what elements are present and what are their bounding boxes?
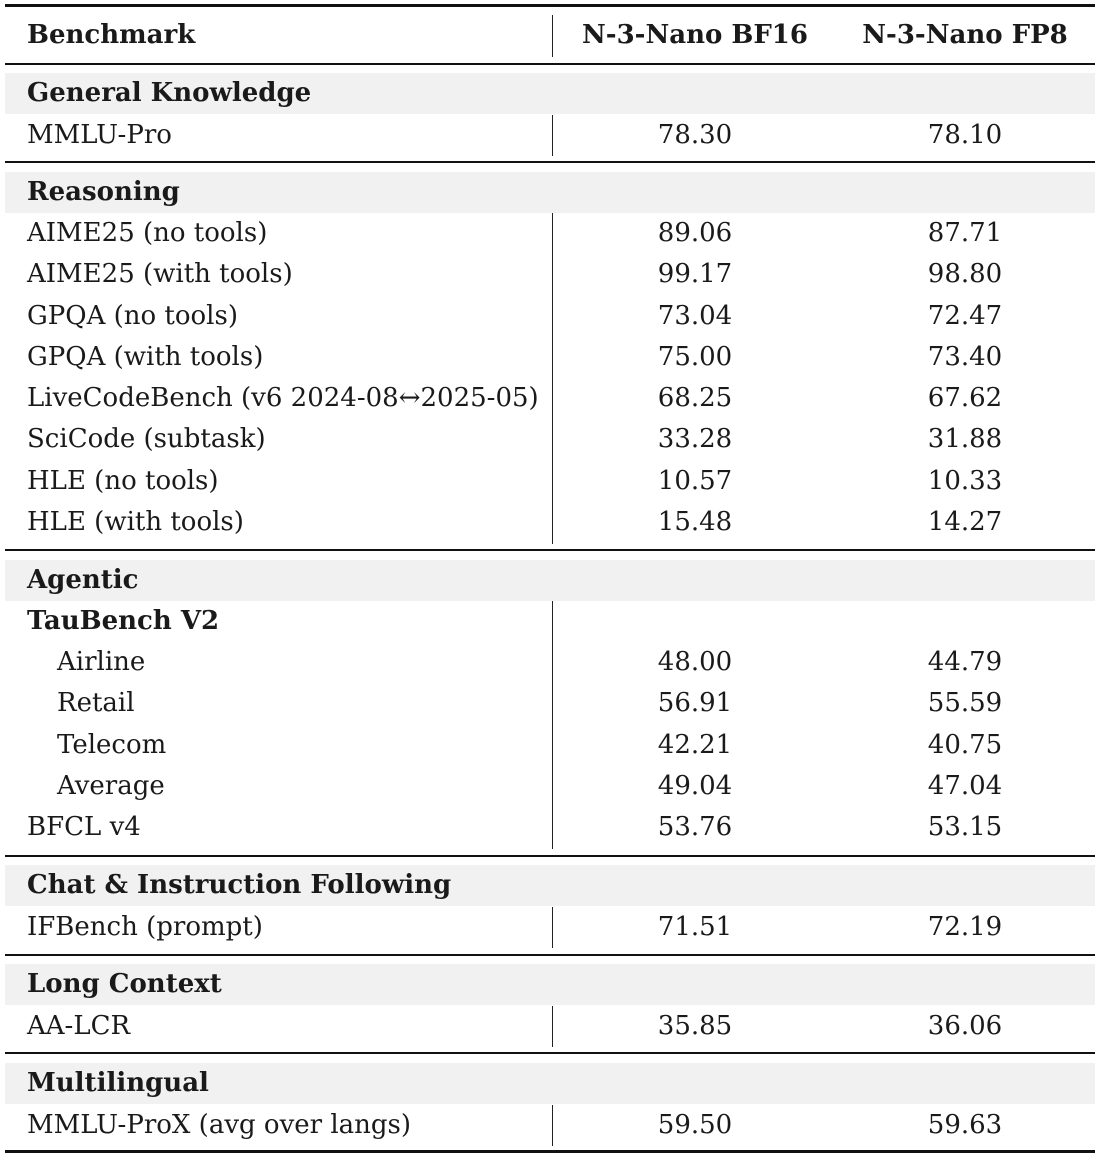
row-bf16: 49.04 [657, 771, 733, 801]
row-fp8: 40.75 [927, 730, 1003, 760]
row-fp8: 47.04 [927, 771, 1003, 801]
row-name: Average [57, 771, 165, 801]
row-fp8: 36.06 [927, 1011, 1003, 1041]
table-bottom-rule [5, 1150, 1095, 1153]
section-title-chat: Chat & Instruction Following [27, 870, 452, 900]
section-rule [5, 1052, 1095, 1054]
row-name: LiveCodeBench (v6 2024-08↔2025-05) [27, 383, 539, 413]
row-fp8: 87.71 [927, 218, 1003, 248]
row-fp8: 78.10 [927, 120, 1003, 150]
row-bf16: 78.30 [657, 120, 733, 150]
header-fp8: N-3-Nano FP8 [862, 20, 1068, 50]
row-fp8: 72.47 [927, 301, 1003, 331]
row-bf16: 59.50 [657, 1110, 733, 1140]
row-name: SciCode (subtask) [27, 424, 266, 454]
row-bf16: 35.85 [657, 1011, 733, 1041]
row-bf16: 73.04 [657, 301, 733, 331]
row-fp8: 73.40 [927, 342, 1003, 372]
row-fp8: 98.80 [927, 259, 1003, 289]
column-divider [552, 115, 553, 156]
row-fp8: 14.27 [927, 507, 1003, 537]
row-name: Telecom [57, 730, 167, 760]
row-bf16: 53.76 [657, 812, 733, 842]
row-name: IFBench (prompt) [27, 912, 263, 942]
row-bf16: 68.25 [657, 383, 733, 413]
header-rule [5, 63, 1095, 65]
row-name: BFCL v4 [27, 812, 141, 842]
row-bf16: 71.51 [657, 912, 733, 942]
row-fp8: 67.62 [927, 383, 1003, 413]
section-rule [5, 954, 1095, 956]
row-name: AA-LCR [27, 1011, 131, 1041]
row-name: GPQA (no tools) [27, 301, 238, 331]
row-fp8: 31.88 [927, 424, 1003, 454]
row-name: AIME25 (with tools) [27, 259, 293, 289]
header-benchmark: Benchmark [27, 20, 196, 50]
row-fp8: 59.63 [927, 1110, 1003, 1140]
row-fp8: 10.33 [927, 466, 1003, 496]
section-rule [5, 855, 1095, 857]
section-title-agentic: Agentic [27, 565, 139, 595]
row-name: MMLU-ProX (avg over langs) [27, 1110, 412, 1140]
section-rule [5, 161, 1095, 163]
row-name: Retail [57, 688, 135, 718]
row-fp8: 55.59 [927, 688, 1003, 718]
row-bf16: 89.06 [657, 218, 733, 248]
column-divider [552, 213, 553, 544]
row-bf16: 10.57 [657, 466, 733, 496]
row-bf16: 33.28 [657, 424, 733, 454]
row-bf16: 75.00 [657, 342, 733, 372]
column-divider [552, 1006, 553, 1047]
section-title-multilingual: Multilingual [27, 1068, 209, 1098]
column-divider [552, 15, 553, 57]
row-bf16: 42.21 [657, 730, 733, 760]
header-bf16: N-3-Nano BF16 [582, 20, 808, 50]
row-fp8: 53.15 [927, 812, 1003, 842]
section-title-long-context: Long Context [27, 969, 222, 999]
row-bf16: 15.48 [657, 507, 733, 537]
row-fp8: 72.19 [927, 912, 1003, 942]
section-title-reasoning: Reasoning [27, 177, 180, 207]
row-bf16: 56.91 [657, 688, 733, 718]
row-bf16: 99.17 [657, 259, 733, 289]
table-top-rule [5, 4, 1095, 7]
row-name: MMLU-Pro [27, 120, 172, 150]
row-bf16: 48.00 [657, 647, 733, 677]
row-name: HLE (no tools) [27, 466, 219, 496]
row-name: GPQA (with tools) [27, 342, 264, 372]
section-band [5, 560, 1095, 601]
row-name: HLE (with tools) [27, 507, 244, 537]
column-divider [552, 601, 553, 849]
row-name: Airline [57, 647, 146, 677]
row-fp8: 44.79 [927, 647, 1003, 677]
section-title-general-knowledge: General Knowledge [27, 78, 312, 108]
subsection-title-taubench: TauBench V2 [27, 606, 220, 636]
row-name: AIME25 (no tools) [27, 218, 268, 248]
column-divider [552, 907, 553, 948]
section-rule [5, 549, 1095, 551]
column-divider [552, 1105, 553, 1146]
